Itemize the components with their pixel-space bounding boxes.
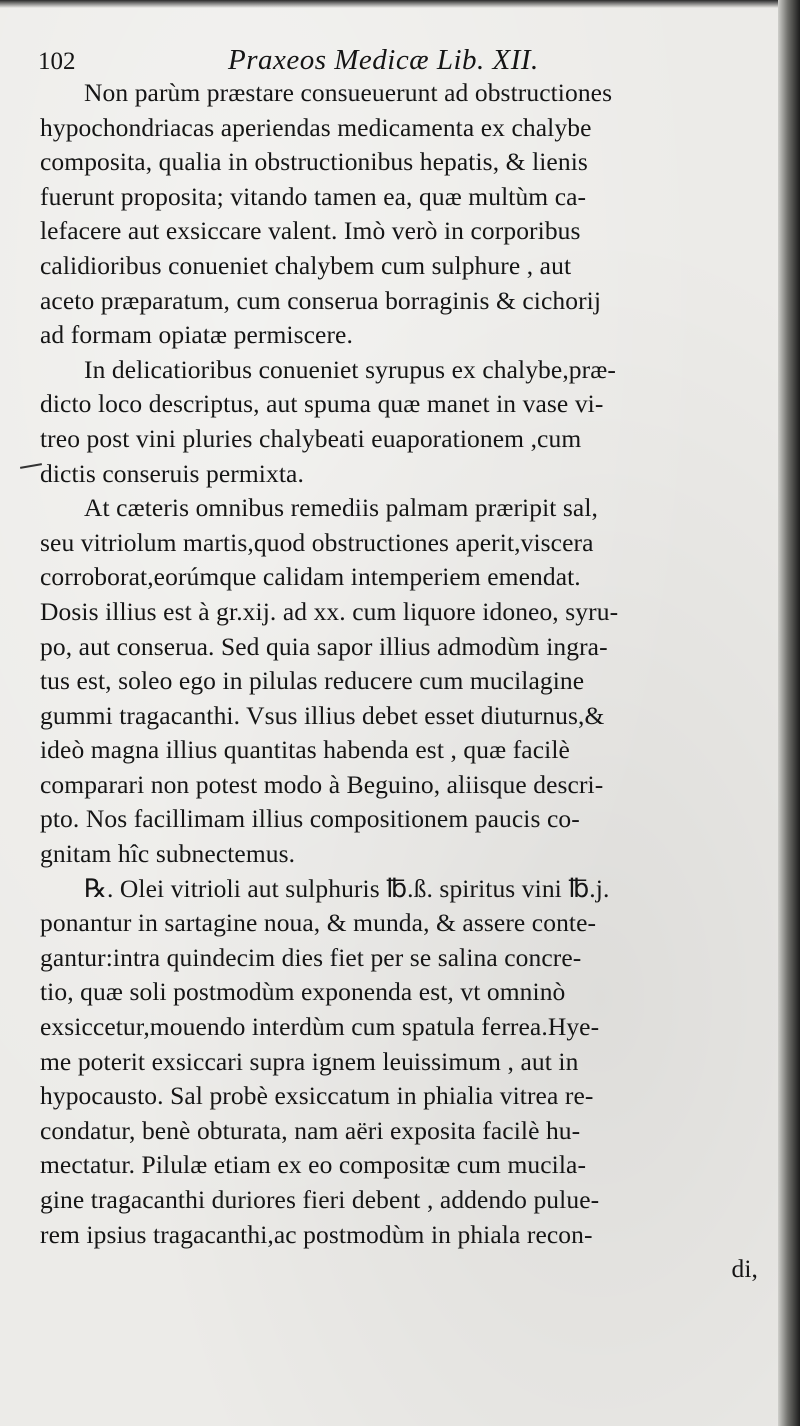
- text-line: In delicatioribus conueniet syrupus ex chalybe,præ-: [84, 354, 616, 384]
- paragraph-3: [40, 491, 770, 872]
- text-line: gine tragacanthi duriores fieri debent , addendo pulue-: [40, 1185, 600, 1214]
- page-number: 102: [38, 48, 76, 75]
- text-line: At cæteris omnibus remediis palmam præripit sal,: [84, 493, 599, 523]
- text-line: aceto præparatum, cum conserua borraginis & cichorij: [40, 285, 602, 315]
- text-line: po, aut conserua. Sed quia sapor illius admodùm ingra-: [40, 631, 608, 661]
- text-line: gantur:intra quindecim dies fiet per se salina concre-: [40, 942, 582, 972]
- text-line: tio, quæ soli postmodùm exponenda est, vt omninò: [40, 977, 566, 1007]
- text-line: composita, qualia in obstructionibus hepatis, & lienis: [40, 147, 588, 177]
- text-line: dicto loco descriptus, aut spuma quæ manet in vase vi-: [40, 389, 604, 419]
- text-line: hypochondriacas aperiendas medicamenta ex chalybe: [40, 112, 592, 142]
- text-line: treo post vini pluries chalybeati euaporationem ,cum: [40, 423, 582, 453]
- text-line: tus est, soleo ego in pilulas reducere cum mucilagine: [40, 666, 585, 696]
- text-line: ideò magna illius quantitas habenda est , quæ facilè: [40, 735, 570, 765]
- text-line: pto. Nos facillimam illius compositionem paucis co-: [40, 804, 580, 834]
- text-line: mectatur. Pilulæ etiam ex eo compositæ cum mucila-: [40, 1150, 587, 1180]
- text-line: di,: [731, 1254, 758, 1284]
- paragraph-4-recipe: [40, 872, 770, 1287]
- text-line: gummi tragacanthi. Vsus illius debet esset diuturnus,&: [40, 700, 605, 730]
- text-line: dictis conseruis permixta.: [40, 458, 304, 488]
- page-top-shadow: [0, 0, 800, 8]
- text-line: fuerunt proposita; vitando tamen ea, quæ multùm ca-: [40, 181, 587, 211]
- text-line: gnitam hîc subnectemus.: [40, 839, 296, 869]
- margin-mark: [20, 463, 42, 469]
- text-line: hypocausto. Sal probè exsiccatum in phialia vitrea re-: [40, 1081, 594, 1111]
- text-line: lefacere aut exsiccare valent. Imò verò in corporibus: [40, 216, 581, 246]
- paragraph-1: [40, 76, 770, 353]
- running-title: Praxeos Medicæ Lib. XII.: [228, 44, 539, 76]
- text-line: condatur, benè obturata, nam aëri exposita facilè hu-: [40, 1115, 581, 1145]
- body-text: [40, 76, 770, 1287]
- text-line: me poterit exsiccari supra ignem leuissimum , aut in: [40, 1046, 579, 1076]
- text-line: exsiccetur,mouendo interdùm cum spatula ferrea.Hye-: [40, 1012, 600, 1042]
- text-line: ℞. Olei vitrioli aut sulphuris ℔.ß. spiritus vini ℔.j.: [84, 873, 610, 903]
- text-line: ponantur in sartagine noua, & munda, & assere conte-: [40, 908, 597, 938]
- paragraph-2: [40, 353, 770, 491]
- text-line: comparari non potest modo à Beguino, aliisque descri-: [40, 769, 604, 799]
- text-line: seu vitriolum martis,quod obstructiones aperit,viscera: [40, 527, 594, 557]
- page-gutter-shadow: [778, 0, 800, 1426]
- text-line: rem ipsius tragacanthi,ac postmodùm in phiala recon-: [40, 1219, 593, 1249]
- text-line: calidioribus conueniet chalybem cum sulphure , aut: [40, 250, 572, 280]
- text-line: Non parùm præstare consueuerunt ad obstructiones: [84, 78, 613, 107]
- text-line: corroborat,eorúmque calidam intemperiem emendat.: [40, 562, 581, 592]
- text-line: Dosis illius est à gr.xij. ad xx. cum liquore idoneo, syru-: [40, 596, 619, 626]
- text-line: ad formam opiatæ permiscere.: [40, 320, 353, 350]
